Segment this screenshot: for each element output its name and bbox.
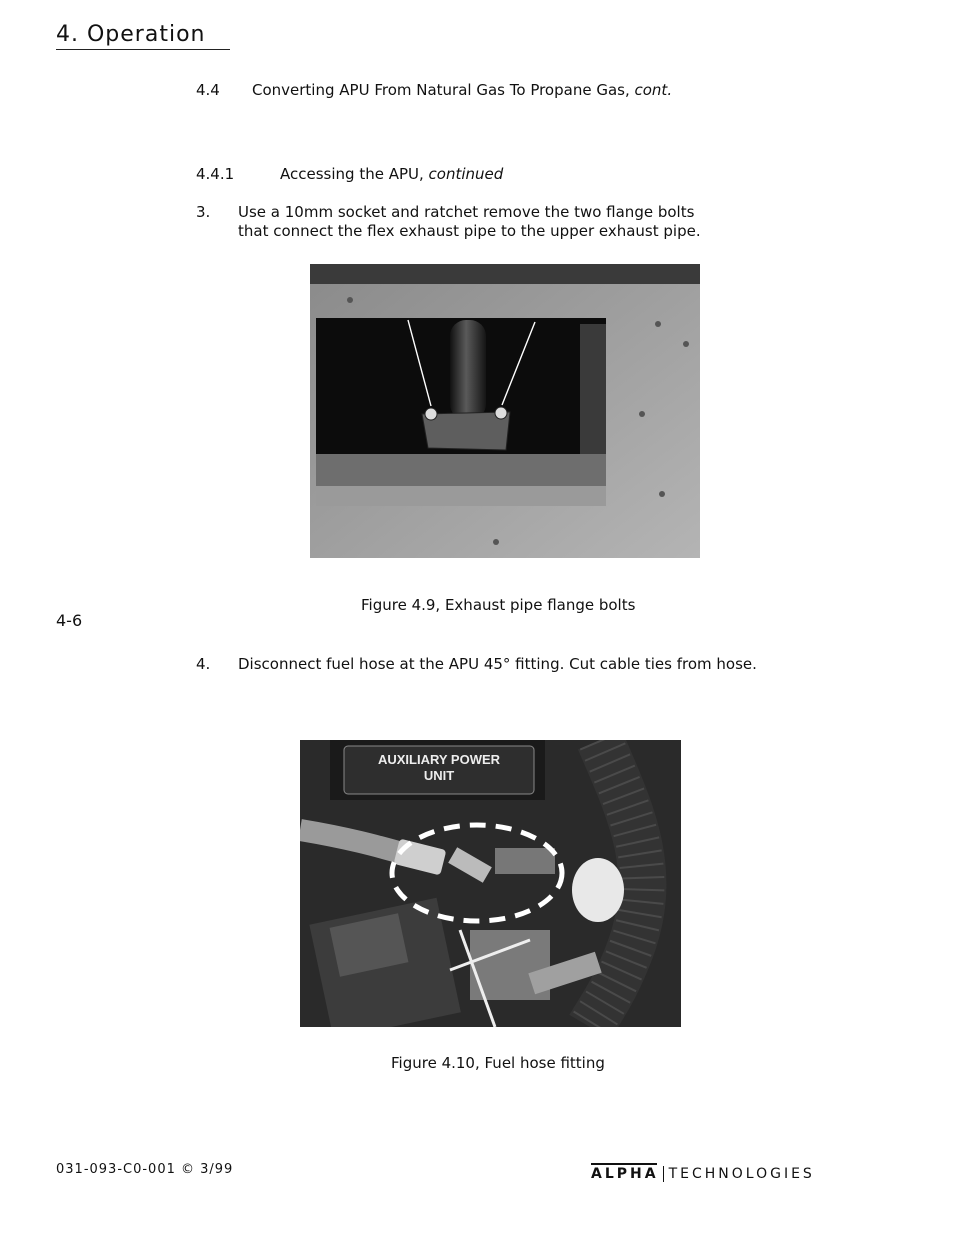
section-title-cont: cont. bbox=[634, 81, 673, 99]
step-text bbox=[238, 203, 701, 241]
apu-decal-line2: UNIT bbox=[423, 768, 455, 783]
alpha-technologies-logo bbox=[591, 1166, 815, 1182]
subsection-number: 4.4.1 bbox=[196, 165, 235, 183]
exhaust-pipe-illustration bbox=[310, 264, 700, 558]
step-text-line: that connect the flex exhaust pipe to the upper exhaust pipe. bbox=[238, 222, 701, 240]
chapter-title: 4. Operation bbox=[56, 22, 230, 50]
step-text-line: Use a 10mm socket and ratchet remove the two flange bolts bbox=[238, 203, 695, 221]
apu-decal-line1: AUXILIARY POWER bbox=[377, 752, 501, 767]
subsection-title-cont: continued bbox=[428, 165, 504, 183]
section-title: Converting APU From Natural Gas To Propane Gas, bbox=[252, 81, 635, 99]
fuel-hose-illustration bbox=[300, 740, 681, 1027]
figure-caption: Figure 4.9, Exhaust pipe flange bolts bbox=[361, 596, 636, 614]
page-number: 4-6 bbox=[56, 611, 83, 630]
section-heading bbox=[196, 81, 672, 100]
step-number: 4. bbox=[196, 655, 211, 673]
exhaust-pipe-photo bbox=[310, 264, 700, 558]
logo-alpha: ALPHA bbox=[591, 1166, 664, 1182]
document-number: 031-093-C0-001 © 3/99 bbox=[56, 1162, 234, 1177]
logo-technologies: TECHNOLOGIES bbox=[668, 1166, 815, 1182]
step-text: Disconnect fuel hose at the APU 45° fitting. Cut cable ties from hose. bbox=[238, 655, 757, 673]
section-number: 4.4 bbox=[196, 81, 220, 99]
subsection-heading bbox=[196, 165, 503, 184]
fuel-hose-photo bbox=[300, 740, 681, 1027]
step-number: 3. bbox=[196, 203, 211, 221]
subsection-title: Accessing the APU, bbox=[280, 165, 429, 183]
figure-caption: Figure 4.10, Fuel hose fitting bbox=[391, 1054, 605, 1072]
